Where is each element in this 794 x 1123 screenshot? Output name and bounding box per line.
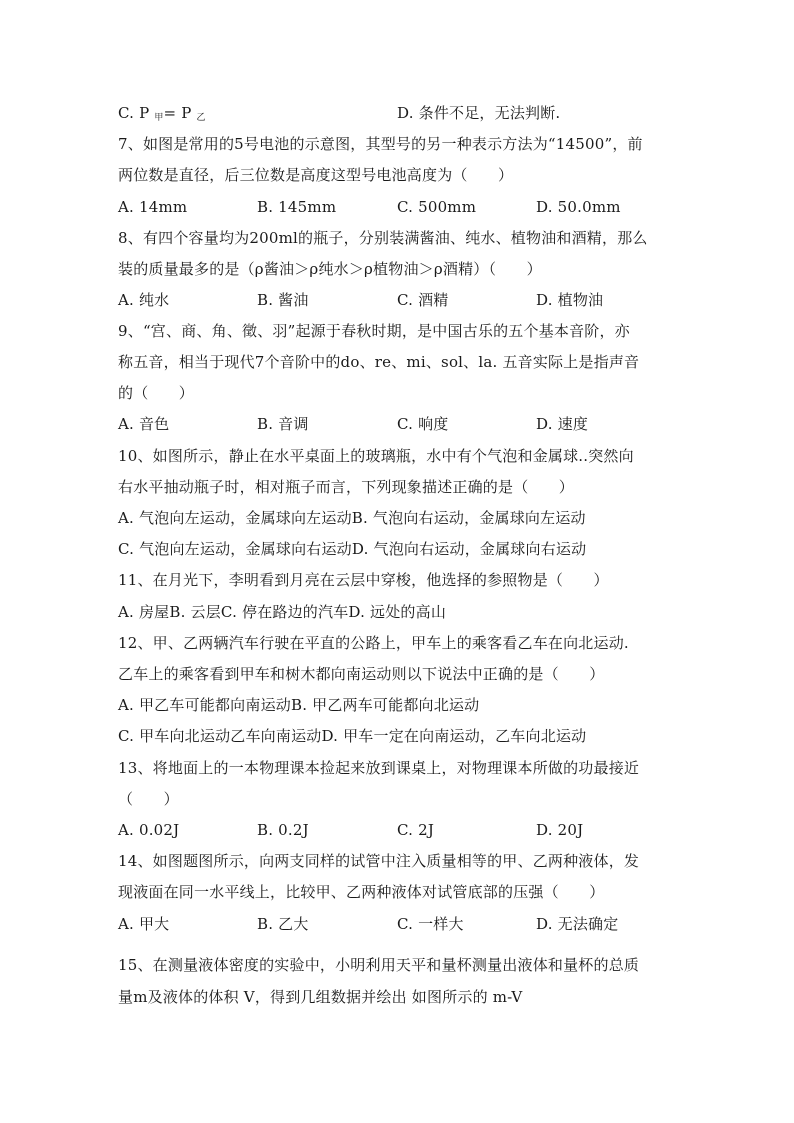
q14-option-d: D. 无法确定 [536,915,619,933]
q7-option-c: C. 500mm [397,198,477,216]
q8-stem-line2: 装的质量最多的是（ρ酱油＞ρ纯水＞ρ植物油＞ρ酒精）（ ） [118,260,542,278]
q13-option-b: B. 0.2J [257,821,309,839]
q11-stem-line1: 11、在月光下，李明看到月亮在云层中穿梭，他选择的参照物是（ ） [118,571,609,589]
q14-option-b: B. 乙大 [257,915,309,933]
q15-stem-line2: 量m及液体的体积 V，得到几组数据并绘出 如图所示的 m-V [118,988,523,1006]
q7-option-b: B. 145mm [257,198,337,216]
q8-option-b: B. 酱油 [257,291,309,309]
q14-option-a: A. 甲大 [118,915,170,933]
q14-option-c: C. 一样大 [397,915,464,933]
q12-stem-line1: 12、甲、乙两辆汽车行驶在平直的公路上，甲车上的乘客看乙车在向北运动. [118,634,629,652]
q15-stem-line1: 15、在测量液体密度的实验中，小明利用天平和量杯测量出液体和量杯的总质 [118,956,640,974]
q14-stem-line2: 现液面在同一水平线上，比较甲、乙两种液体对试管底部的压强（ ） [118,883,605,901]
q9-option-a: A. 音色 [118,415,170,433]
q7-option-a: A. 14mm [118,198,188,216]
q14-stem-line1: 14、如图题图所示，向两支同样的试管中注入质量相等的甲、乙两种液体，发 [118,852,640,870]
q6-option-c: C. P $_甲$= P $_乙$ [118,104,206,123]
q7-stem-line2: 两位数是直径，后三位数是高度这型号电池高度为（ ） [118,166,514,184]
q7-option-d: D. 50.0mm [536,198,621,216]
q10-options-line1: A. 气泡向左运动，金属球向左运动B. 气泡向右运动，金属球向左运动 [118,509,586,527]
q8-option-a: A. 纯水 [118,291,170,309]
q10-stem-line1: 10、如图所示，静止在水平桌面上的玻璃瓶，水中有个气泡和金属球..突然向 [118,447,634,465]
q9-option-b: B. 音调 [257,415,309,433]
q9-stem-line1: 9、“宫、商、角、徵、羽”起源于春秋时期，是中国古乐的五个基本音阶，亦 [118,322,630,340]
q13-option-d: D. 20J [536,821,584,839]
q9-stem-line2: 称五音，相当于现代7个音阶中的do、re、mi、sol、la. 五音实际上是指声音 [118,353,640,371]
q13-stem-line1: 13、将地面上的一本物理课本捡起来放到课桌上，对物理课本所做的功最接近 [118,759,640,777]
q12-options-line1: A. 甲乙车可能都向南运动B. 甲乙两车可能都向北运动 [118,696,480,714]
q11-options-line1: A. 房屋B. 云层C. 停在路边的汽车D. 远处的高山 [118,603,447,621]
q10-options-line2: C. 气泡向左运动，金属球向右运动D. 气泡向右运动，金属球向右运动 [118,540,587,558]
q9-option-c: C. 响度 [397,415,449,433]
q8-stem-line1: 8、有四个容量均为200ml的瓶子，分别装满酱油、纯水、植物油和酒精，那么 [118,229,648,247]
q8-option-c: C. 酒精 [397,291,449,309]
q13-option-a: A. 0.02J [118,821,180,839]
q9-stem-line3: 的（ ） [118,384,195,402]
q6-option-d: D. 条件不足，无法判断. [397,104,561,122]
q9-option-d: D. 速度 [536,415,589,433]
q8-option-d: D. 植物油 [536,291,604,309]
q12-stem-line2: 乙车上的乘客看到甲车和树木都向南运动则以下说法中正确的是（ ） [118,665,605,683]
q12-options-line2: C. 甲车向北运动乙车向南运动D. 甲车一定在向南运动，乙车向北运动 [118,727,587,745]
q13-stem-line2: （ ） [118,790,179,808]
q13-option-c: C. 2J [397,821,435,839]
q7-stem-line1: 7、如图是常用的5号电池的示意图，其型号的另一种表示方法为“14500”，前 [118,135,643,153]
q10-stem-line2: 右水平抽动瓶子时，相对瓶子而言，下列现象描述正确的是（ ） [118,478,575,496]
